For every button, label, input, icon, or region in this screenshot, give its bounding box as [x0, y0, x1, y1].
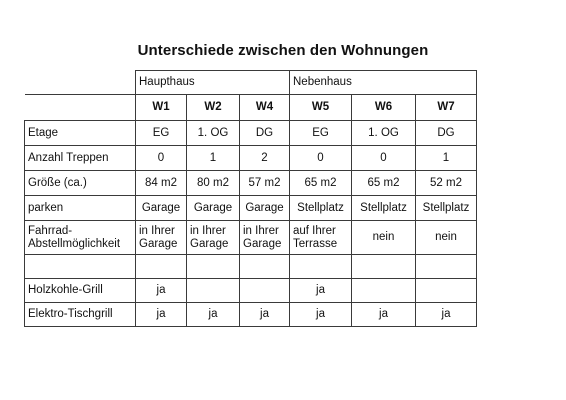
table-cell: 65 m2: [352, 171, 416, 196]
table-cell: 0: [352, 146, 416, 171]
row-label: parken: [25, 196, 136, 221]
table-cell: 1. OG: [187, 121, 240, 146]
group-header-row: [25, 71, 477, 95]
apartment-header-row: [25, 95, 477, 121]
row-label: Etage: [25, 121, 136, 146]
table-cell: ja: [290, 279, 352, 303]
table-cell: in Ihrer Garage: [187, 221, 240, 255]
table-cell: Stellplatz: [352, 196, 416, 221]
table-cell: DG: [240, 121, 290, 146]
table-cell: in Ihrer Garage: [136, 221, 187, 255]
table-cell: 84 m2: [136, 171, 187, 196]
table-row-etage: [25, 121, 477, 146]
apartment-header-w7: W7: [416, 95, 477, 121]
row-label: Anzahl Treppen: [25, 146, 136, 171]
row-label: Holzkohle-Grill: [25, 279, 136, 303]
table-cell: ja: [136, 279, 187, 303]
table-cell: 65 m2: [290, 171, 352, 196]
table-cell: 0: [136, 146, 187, 171]
table-cell: 52 m2: [416, 171, 477, 196]
table-cell: ja: [187, 303, 240, 327]
table-row-fahrrad: [25, 221, 477, 255]
group-header-haupthaus: Haupthaus: [136, 71, 290, 95]
table-cell: [416, 255, 477, 279]
table-row-holzkohle-grill: [25, 279, 477, 303]
table-cell: 80 m2: [187, 171, 240, 196]
table-cell: ja: [240, 303, 290, 327]
table-cell: Garage: [240, 196, 290, 221]
page-title: Unterschiede zwischen den Wohnungen: [137, 42, 429, 59]
table-row-groesse: [25, 171, 477, 196]
table-cell: 1: [416, 146, 477, 171]
table-cell: 2: [240, 146, 290, 171]
apartment-header-w6: W6: [352, 95, 416, 121]
comparison-table: [24, 70, 477, 327]
table-cell: [187, 255, 240, 279]
table-cell: [290, 255, 352, 279]
table-cell: EG: [290, 121, 352, 146]
table-cell: Stellplatz: [416, 196, 477, 221]
table-row-empty: [25, 255, 477, 279]
apartment-header-w5: W5: [290, 95, 352, 121]
table-cell: ja: [352, 303, 416, 327]
table-cell: 1: [187, 146, 240, 171]
table-cell: ja: [136, 303, 187, 327]
table-cell: auf Ihrer Terrasse: [290, 221, 352, 255]
table-cell: EG: [136, 121, 187, 146]
row-label: Fahrrad-Abstellmöglichkeit: [25, 221, 136, 255]
row-label: Elektro-Tischgrill: [25, 303, 136, 327]
group-header-nebenhaus: Nebenhaus: [290, 71, 477, 95]
table-cell: [352, 279, 416, 303]
apartment-header-w4: W4: [240, 95, 290, 121]
row-label: Größe (ca.): [25, 171, 136, 196]
table-cell: 0: [290, 146, 352, 171]
table-cell: Garage: [187, 196, 240, 221]
table-cell: 1. OG: [352, 121, 416, 146]
table-cell: [240, 255, 290, 279]
table-cell: [416, 279, 477, 303]
table-cell: DG: [416, 121, 477, 146]
corner-cell: [25, 71, 136, 95]
apartment-header-w2: W2: [187, 95, 240, 121]
table-cell: ja: [416, 303, 477, 327]
table-row-anzahl-treppen: [25, 146, 477, 171]
apartment-header-w1: W1: [136, 95, 187, 121]
table-row-elektro-tischgrill: [25, 303, 477, 327]
table-cell: Garage: [136, 196, 187, 221]
table-cell: [240, 279, 290, 303]
table-cell: 57 m2: [240, 171, 290, 196]
corner-cell: [25, 95, 136, 121]
table-row-parken: [25, 196, 477, 221]
table-cell: ja: [290, 303, 352, 327]
table-cell: nein: [352, 221, 416, 255]
table-cell: in Ihrer Garage: [240, 221, 290, 255]
table-cell: [352, 255, 416, 279]
table-cell: [187, 279, 240, 303]
table-cell: [136, 255, 187, 279]
table-cell: Stellplatz: [290, 196, 352, 221]
table-cell: nein: [416, 221, 477, 255]
row-label: [25, 255, 136, 279]
